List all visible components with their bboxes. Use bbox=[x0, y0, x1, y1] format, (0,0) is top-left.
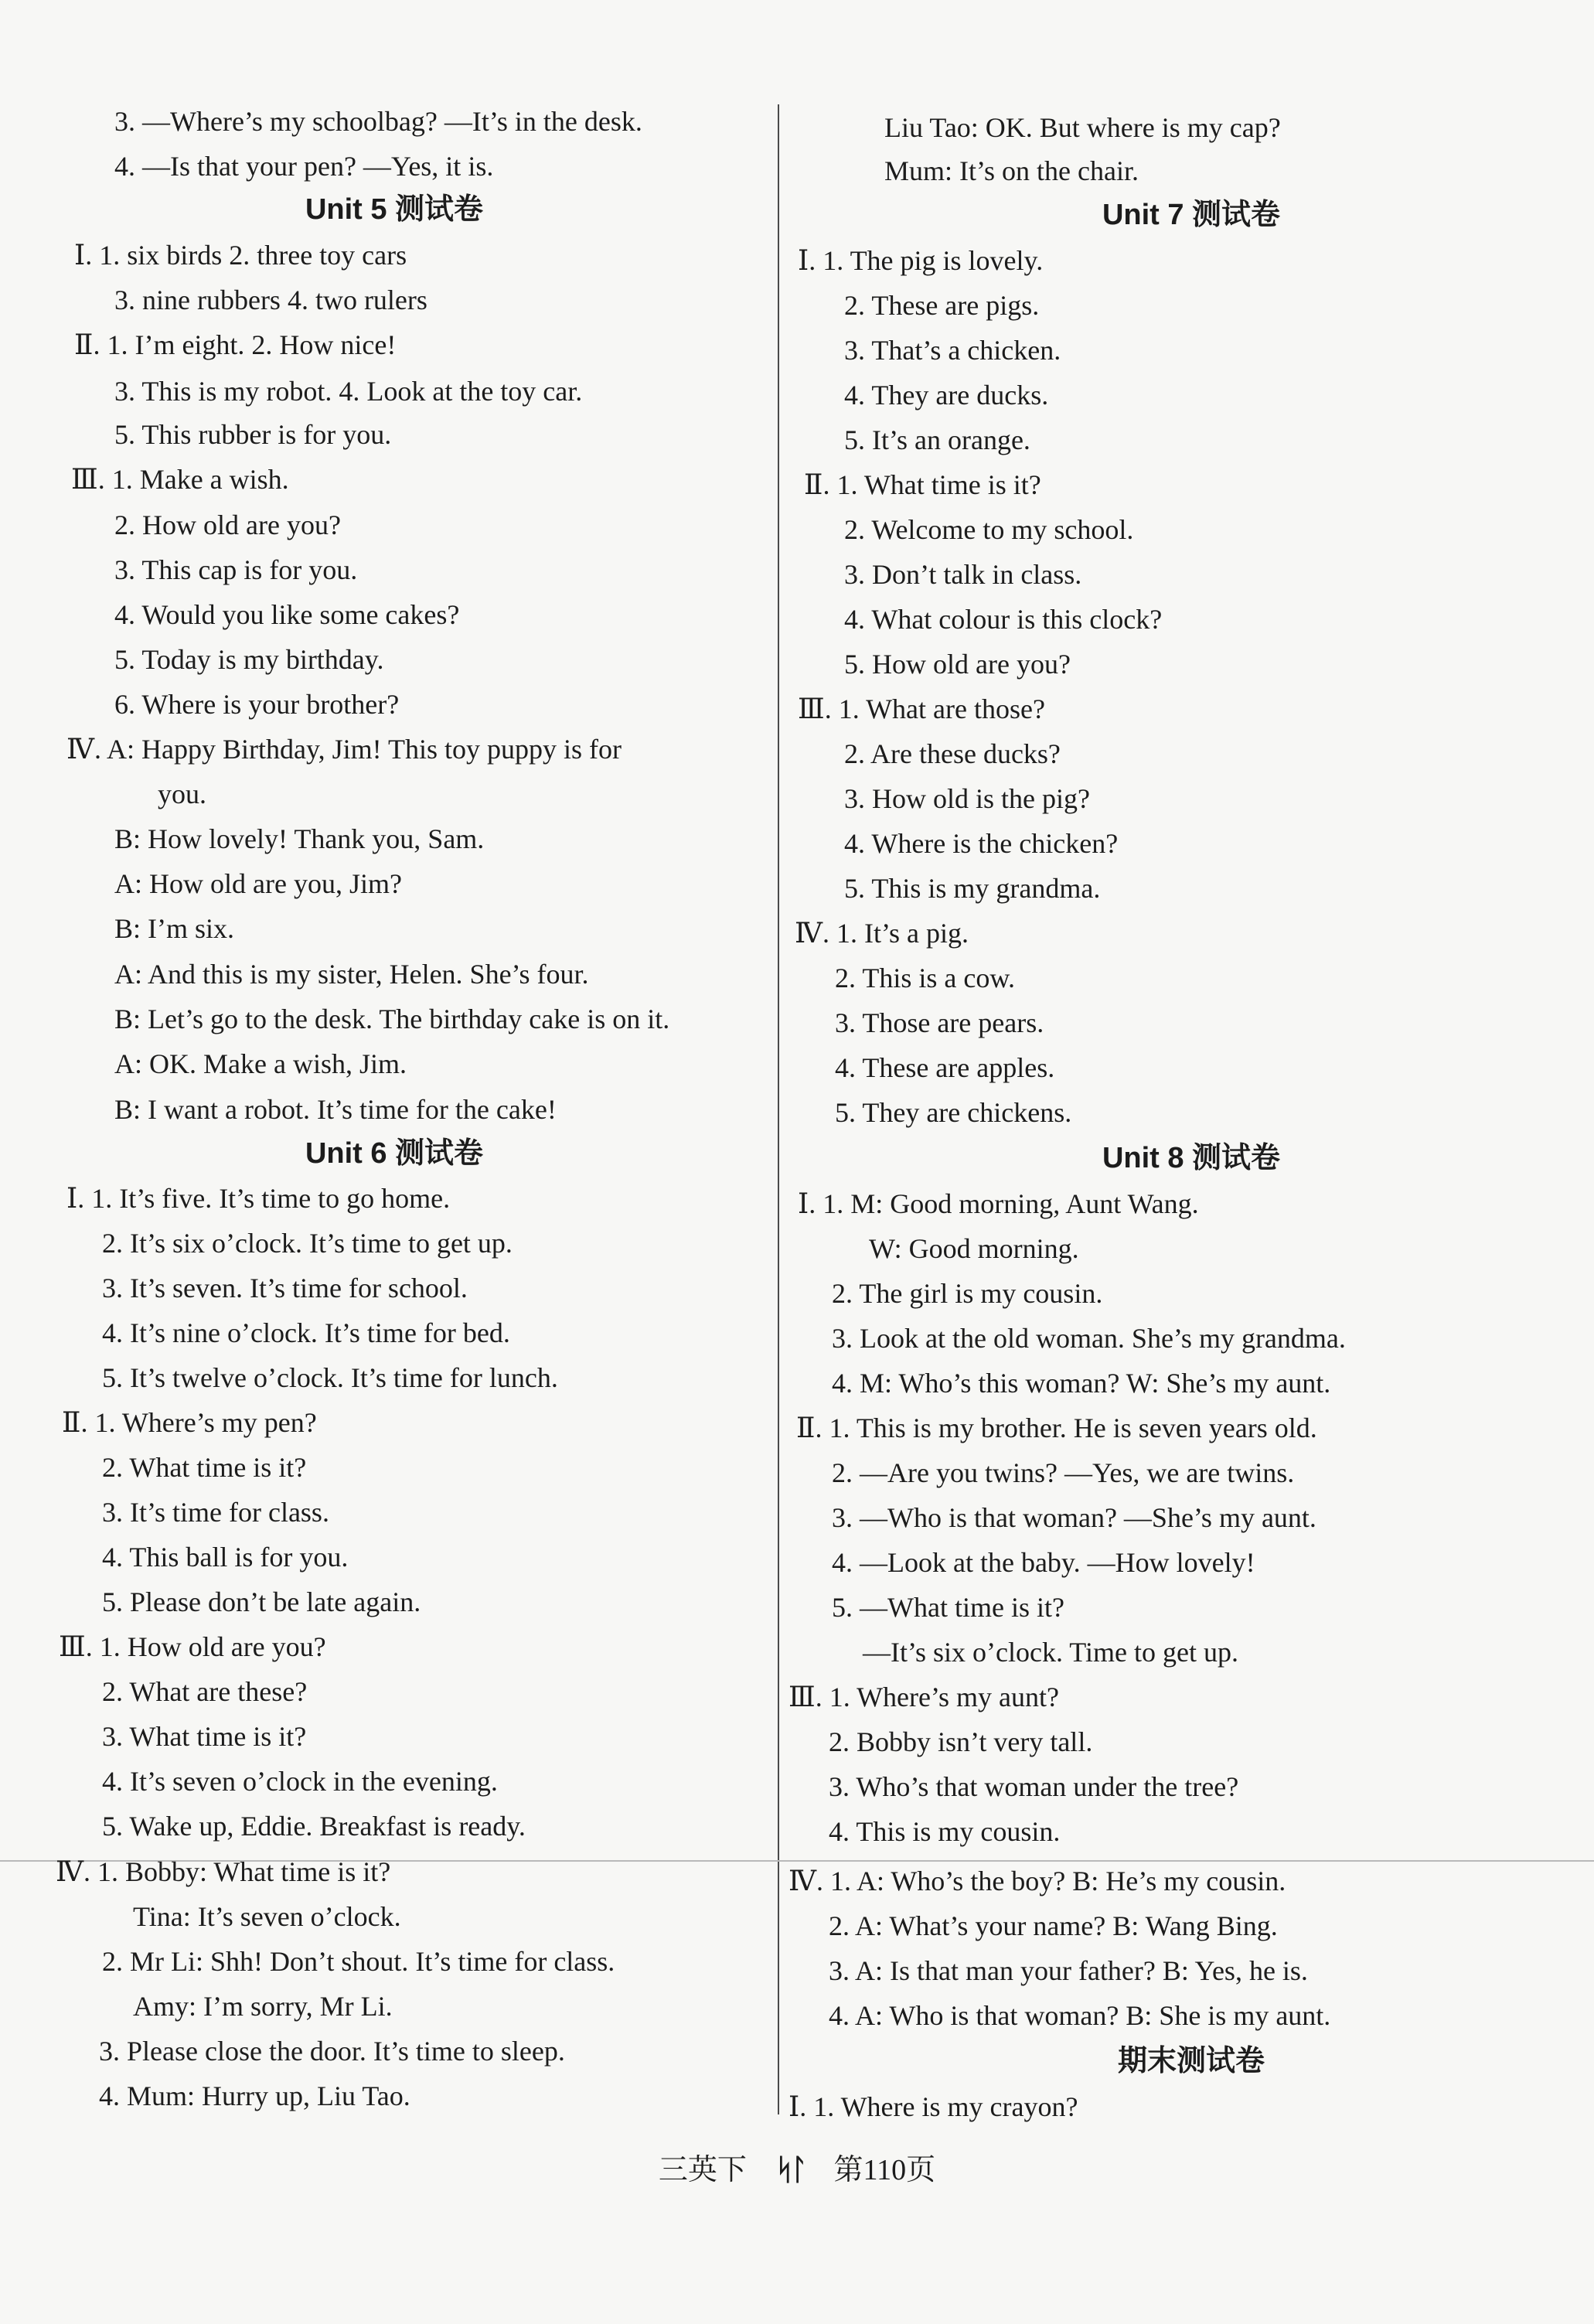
answer-line: Ⅰ. 1. The pig is lovely. bbox=[798, 245, 1044, 276]
answer-line: Ⅰ. 1. M: Good morning, Aunt Wang. bbox=[798, 1188, 1199, 1219]
answer-line: 3. That’s a chicken. bbox=[844, 335, 1061, 366]
answer-line: Ⅰ. 1. Where is my crayon? bbox=[788, 2091, 1078, 2122]
answer-line: 2. These are pigs. bbox=[844, 290, 1040, 321]
answer-line: 3. A: Is that man your father? B: Yes, he is. bbox=[829, 1955, 1308, 1986]
answer-line: 2. Are these ducks? bbox=[844, 738, 1061, 769]
answer-line: B: Let’s go to the desk. The birthday cake is on it. bbox=[114, 1004, 670, 1034]
answer-line: Ⅲ. 1. Make a wish. bbox=[71, 464, 289, 495]
section-heading-unit6: Unit 6 测试卷 bbox=[305, 1137, 484, 1170]
answer-line: 6. Where is your brother? bbox=[114, 689, 400, 720]
answer-line: 5. It’s an orange. bbox=[844, 424, 1030, 455]
answer-line: 4. This is my cousin. bbox=[829, 1816, 1061, 1847]
page-number: 第110页 bbox=[833, 2154, 936, 2186]
answer-line: 4. It’s nine o’clock. It’s time for bed. bbox=[102, 1317, 510, 1348]
answer-line: 4. —Is that your pen? —Yes, it is. bbox=[114, 151, 494, 182]
answer-line: W: Good morning. bbox=[869, 1233, 1079, 1264]
answer-line: Amy: I’m sorry, Mr Li. bbox=[133, 1991, 393, 2022]
answer-line: 5. —What time is it? bbox=[832, 1592, 1064, 1623]
answer-line: 4. A: Who is that woman? B: She is my aunt. bbox=[829, 2000, 1331, 2031]
answer-line: 4. Where is the chicken? bbox=[844, 828, 1119, 859]
answer-line: 3. This is my robot. 4. Look at the toy car. bbox=[114, 376, 583, 407]
answer-line: 2. The girl is my cousin. bbox=[832, 1278, 1103, 1309]
publisher-logo: ᛋᛚ bbox=[775, 2152, 806, 2186]
answer-line: A: OK. Make a wish, Jim. bbox=[114, 1048, 407, 1079]
answer-line: Mum: It’s on the chair. bbox=[884, 155, 1139, 186]
answer-line: 5. Today is my birthday. bbox=[114, 644, 384, 675]
answer-line: 3. It’s seven. It’s time for school. bbox=[102, 1273, 468, 1303]
answer-line: 4. It’s seven o’clock in the evening. bbox=[102, 1766, 498, 1797]
answer-line: 2. A: What’s your name? B: Wang Bing. bbox=[829, 1910, 1278, 1941]
answer-line: you. bbox=[158, 779, 206, 809]
answer-line: 5. It’s twelve o’clock. It’s time for lunch. bbox=[102, 1362, 558, 1393]
answer-line: Ⅳ. 1. Bobby: What time is it? bbox=[56, 1856, 391, 1887]
answer-line: 3. Look at the old woman. She’s my grandma. bbox=[832, 1323, 1346, 1354]
answer-line: 2. What time is it? bbox=[102, 1452, 307, 1483]
section-heading-unit8: Unit 8 测试卷 bbox=[1102, 1142, 1281, 1174]
answer-line: B: How lovely! Thank you, Sam. bbox=[114, 823, 485, 854]
answer-line: Ⅱ. 1. What time is it? bbox=[804, 469, 1041, 500]
answer-line: 3. Who’s that woman under the tree? bbox=[829, 1771, 1239, 1802]
page-footer bbox=[0, 2148, 1594, 2192]
answer-line: Ⅲ. 1. How old are you? bbox=[59, 1631, 326, 1662]
answer-line: A: And this is my sister, Helen. She’s four. bbox=[114, 959, 589, 990]
answer-line: Ⅳ. A: Happy Birthday, Jim! This toy puppy is for bbox=[66, 734, 622, 765]
answer-line: 2. Bobby isn’t very tall. bbox=[829, 1726, 1093, 1757]
answer-line: 2. How old are you? bbox=[114, 509, 341, 540]
answer-line: Ⅳ. 1. It’s a pig. bbox=[795, 918, 969, 949]
answer-line: 3. Those are pears. bbox=[835, 1007, 1044, 1038]
left-column bbox=[0, 0, 788, 2324]
right-column bbox=[788, 0, 1594, 2324]
answer-line: —It’s six o’clock. Time to get up. bbox=[863, 1637, 1238, 1668]
answer-line: 3. —Who is that woman? —She’s my aunt. bbox=[832, 1502, 1316, 1533]
footer-subject: 三英下 bbox=[658, 2154, 747, 2186]
answer-line: 3. How old is the pig? bbox=[844, 783, 1090, 814]
answer-line: 3. Please close the door. It’s time to sleep. bbox=[99, 2036, 565, 2067]
answer-line: 4. Would you like some cakes? bbox=[114, 599, 460, 630]
answer-line: 3. nine rubbers 4. two rulers bbox=[114, 285, 427, 315]
answer-line: 5. This is my grandma. bbox=[844, 873, 1101, 904]
section-heading-final-exam: 期末测试卷 bbox=[1117, 2045, 1265, 2077]
answer-line: 5. Wake up, Eddie. Breakfast is ready. bbox=[102, 1811, 526, 1842]
answer-line: 2. —Are you twins? —Yes, we are twins. bbox=[832, 1457, 1295, 1488]
answer-line: 2. This is a cow. bbox=[835, 963, 1015, 993]
answer-line: 4. Mum: Hurry up, Liu Tao. bbox=[99, 2080, 410, 2111]
answer-line: 4. What colour is this clock? bbox=[844, 604, 1163, 635]
answer-line: A: How old are you, Jim? bbox=[114, 868, 402, 899]
answer-line: 5. Please don’t be late again. bbox=[102, 1586, 421, 1617]
answer-line: Ⅳ. 1. A: Who’s the boy? B: He’s my cousin. bbox=[788, 1866, 1286, 1896]
answer-line: 3. It’s time for class. bbox=[102, 1497, 329, 1528]
answer-line: 5. This rubber is for you. bbox=[114, 419, 392, 450]
answer-line: 4. —Look at the baby. —How lovely! bbox=[832, 1547, 1255, 1578]
answer-line: 5. They are chickens. bbox=[835, 1097, 1072, 1128]
answer-line: 2. It’s six o’clock. It’s time to get up. bbox=[102, 1228, 513, 1259]
answer-line: 2. Mr Li: Shh! Don’t shout. It’s time for class. bbox=[102, 1946, 615, 1977]
answer-line: Ⅱ. 1. Where’s my pen? bbox=[62, 1407, 317, 1438]
answer-line: Ⅲ. 1. Where’s my aunt? bbox=[788, 1682, 1059, 1712]
answer-line: Ⅰ. 1. It’s five. It’s time to go home. bbox=[66, 1183, 451, 1214]
section-heading-unit5: Unit 5 测试卷 bbox=[305, 193, 484, 226]
answer-line: Tina: It’s seven o’clock. bbox=[133, 1901, 401, 1932]
answer-line: Ⅱ. 1. I’m eight. 2. How nice! bbox=[74, 329, 397, 360]
answer-line: 4. They are ducks. bbox=[844, 380, 1049, 411]
answer-line: B: I want a robot. It’s time for the cake! bbox=[114, 1094, 557, 1125]
answer-line: 2. What are these? bbox=[102, 1676, 308, 1707]
answer-line: Ⅱ. 1. This is my brother. He is seven years old. bbox=[796, 1412, 1317, 1443]
answer-line: 3. —Where’s my schoolbag? —It’s in the desk. bbox=[114, 106, 642, 137]
answer-line: Ⅰ. 1. six birds 2. three toy cars bbox=[74, 240, 407, 271]
answer-line: 4. These are apples. bbox=[835, 1052, 1055, 1083]
answer-line: 3. This cap is for you. bbox=[114, 554, 358, 585]
answer-line: Liu Tao: OK. But where is my cap? bbox=[884, 112, 1281, 143]
answer-line: 4. M: Who’s this woman? W: She’s my aunt. bbox=[832, 1368, 1331, 1399]
answer-line: 2. Welcome to my school. bbox=[844, 514, 1134, 545]
answer-line: B: I’m six. bbox=[114, 913, 235, 944]
answer-line: 4. This ball is for you. bbox=[102, 1542, 349, 1573]
answer-line: 3. What time is it? bbox=[102, 1721, 307, 1752]
section-heading-unit7: Unit 7 测试卷 bbox=[1102, 199, 1281, 231]
answer-line: 3. Don’t talk in class. bbox=[844, 559, 1082, 590]
answer-line: 5. How old are you? bbox=[844, 649, 1071, 680]
answer-line: Ⅲ. 1. What are those? bbox=[798, 693, 1045, 724]
